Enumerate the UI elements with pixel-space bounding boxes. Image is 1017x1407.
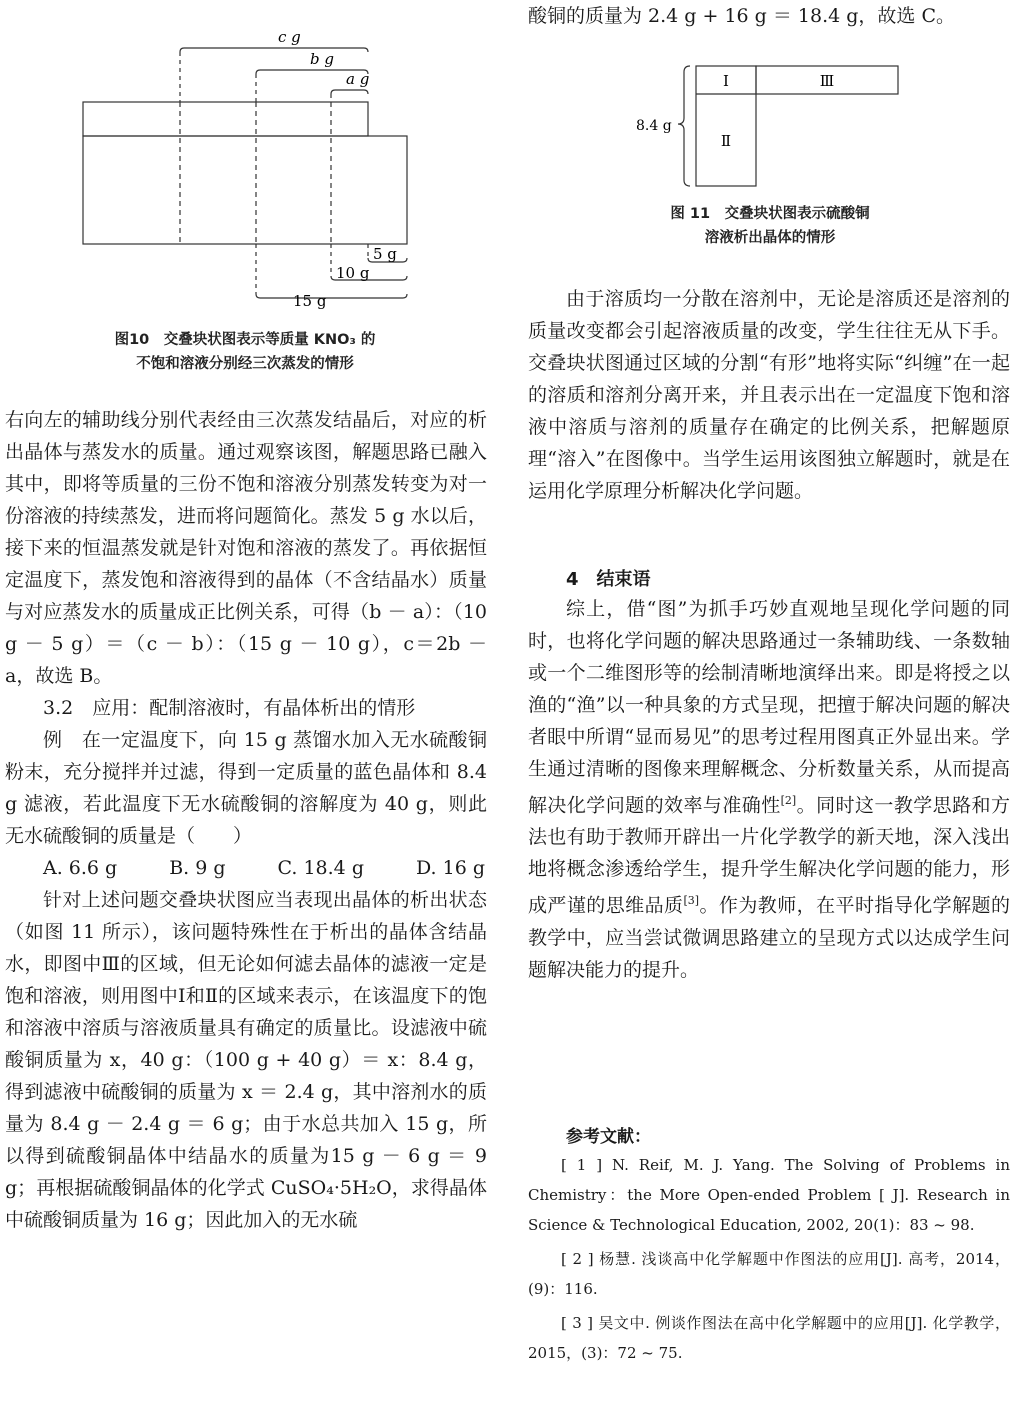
example-question: 例 在一定温度下，向 15 g 蒸馏水加入无水硫酸铜粉末，充分搅拌并过滤，得到一定质量的蓝色晶体和 8.4 g 滤液，若此温度下无水硫酸铜的溶解度为 40 g，则此无水硫酸铜的质量是（ ） xyxy=(5,729,487,847)
references-title: 参考文献： xyxy=(566,1127,651,1147)
figure-10-diagram xyxy=(78,22,418,312)
paragraph-text: 综上，借“图”为抓手巧妙直观地呈现化学问题的同时，也将化学问题的解决思路通过一条辅助线、一条数轴或一个二维图形等的绘制清晰地演绎出来。即是将授之以渔的“渔”以一种具象的方式呈现，把擅于解决问题的解决者眼中所谓“显而易见”的思考过程用图真正外显出来。学生通过清晰的图像来理解概念、分析数量关系，从而提高解决化学问题的效率与准确性 xyxy=(528,598,1010,817)
option-d: D. 16 g xyxy=(415,857,485,879)
citation-3: [3] xyxy=(683,894,700,908)
region-label-III: Ⅲ xyxy=(819,72,835,90)
paragraph: 右向左的辅助线分别代表经由三次蒸发结晶后，对应的析出晶体与蒸发水的质量。通过观察该图，解题思路已融入其中，即将等质量的三份不饱和溶液分别蒸发转变为对一份溶液的持续蒸发，进而将问题简化。蒸发 5 g 水以后，接下来的恒温蒸发就是针对饱和溶液的蒸发了。再依据恒定温度下，蒸发饱和溶液得到的晶体（不含结晶水）质量与对应蒸发水的质量成正比例关系，可得（b － a）：（10 g － 5 g）＝（c － b）：（15 g － 10 g），c＝2b － a，故选 B。 xyxy=(5,409,487,687)
label-10g: 10 g xyxy=(336,264,370,282)
region-label-II: Ⅱ xyxy=(720,132,732,150)
caption-line: 图10 交叠块状图表示等质量 KNO₃ 的 xyxy=(114,332,376,348)
label-c: c g xyxy=(278,28,301,46)
section-heading-3-2: 3.2 应用：配制溶液时，有晶体析出的情形 xyxy=(43,697,416,719)
section-heading-4: 4 结束语 xyxy=(566,569,651,590)
citation-2: [2] xyxy=(780,794,797,807)
region-label-I: Ⅰ xyxy=(723,72,729,90)
caption-line: 溶液析出晶体的情形 xyxy=(704,230,836,246)
figure-11-diagram xyxy=(630,58,910,193)
paragraph: 由于溶质均一分散在溶剂中，无论是溶质还是溶剂的质量改变都会引起溶液质量的改变，学生往往无从下手。交叠块状图通过区域的分割“有形”地将实际“纠缠”在一起的溶质和溶剂分离开来，并且表示出在一定温度下饱和溶液中溶质与溶剂的质量存在确定的比例关系，把解题原理“溶入”在图像中。当学生运用该图独立解题时，就是在运用化学原理分析解决化学问题。 xyxy=(528,288,1010,502)
paragraph: 针对上述问题交叠块状图应当表现出晶体的析出状态（如图 11 所示），该问题特殊性在于析出的晶体含结晶水，即图中Ⅲ的区域，但无论如何滤去晶体的滤液一定是饱和溶液，则用图中Ⅰ和Ⅱ的区域来表示，在该温度下的饱和溶液中溶质与溶液质量具有确定的质量比。设滤液中硫酸铜质量为 x，40 g：（100 g + 40 g）＝ x：8.4 g，得到滤液中硫酸铜的质量为 x ＝ 2.4 g，其中溶剂水的质量为 8.4 g － 2.4 g ＝ 6 g；由于水总共加入 15 g，所以得到硫酸铜晶体中结晶水的质量为15 g － 6 g ＝ 9 g；再根据硫酸铜晶体的化学式 CuSO₄·5H₂O，求得晶体中硫酸铜质量为 16 g；因此加入的无水硫 xyxy=(5,889,487,1231)
label-15g: 15 g xyxy=(293,292,327,310)
option-b: B. 9 g xyxy=(169,857,226,879)
option-a: A. 6.6 g xyxy=(43,857,118,879)
figure-10-caption xyxy=(40,328,450,376)
reference-item: [ 2 ] 杨慧. 浅谈高中化学解题中作图法的应用[J]. 高考，2014，(9)：116. xyxy=(528,1250,1010,1298)
answer-options xyxy=(5,852,487,884)
references-list xyxy=(528,1150,1010,1372)
label-a: a g xyxy=(346,70,370,88)
right-top-line xyxy=(528,0,1010,32)
caption-line: 图 11 交叠块状图表示硫酸铜 xyxy=(670,206,870,222)
mass-label-8-4g: 8.4 g xyxy=(636,118,672,134)
figure-11 xyxy=(630,58,910,193)
figure-11-caption xyxy=(600,202,940,250)
reference-item: [ 1 ] N. Reif, M. J. Yang. The Solving of Problems in Chemistry：the More Open-ended Problem [ J]. Research in Science & Technological Education, 2002, 20(1)：83 ~ 98. xyxy=(528,1156,1010,1234)
option-c: C. 18.4 g xyxy=(277,857,364,879)
paragraph: 酸铜的质量为 2.4 g + 16 g ＝ 18.4 g，故选 C。 xyxy=(528,5,955,27)
reference-item: [ 3 ] 吴文中. 例谈作图法在高中化学解题中的应用[J]. 化学教学，2015，(3)：72 ~ 75. xyxy=(528,1314,1010,1362)
paragraph xyxy=(528,593,1010,986)
paragraph-text: 。同时这一教学思路和方法也有助于教师开辟出一片化学教学的新天地，深入浅出地将概念渗透给学生，提升学生解决化学问题的能力，形成严谨的思维品质 xyxy=(528,794,1010,917)
label-b: b g xyxy=(310,50,334,68)
left-body xyxy=(5,404,487,1236)
right-body xyxy=(528,283,1010,507)
label-5g: 5 g xyxy=(373,245,397,263)
figure-10 xyxy=(78,22,418,312)
right-body-2 xyxy=(528,593,1010,986)
caption-line: 不饱和溶液分别经三次蒸发的情形 xyxy=(136,356,354,372)
paragraph-text: 。作为教师，在平时指导化学解题的教学中，应当尝试微调思路建立的呈现方式以达成学生问题解决能力的提升。 xyxy=(528,894,1010,981)
